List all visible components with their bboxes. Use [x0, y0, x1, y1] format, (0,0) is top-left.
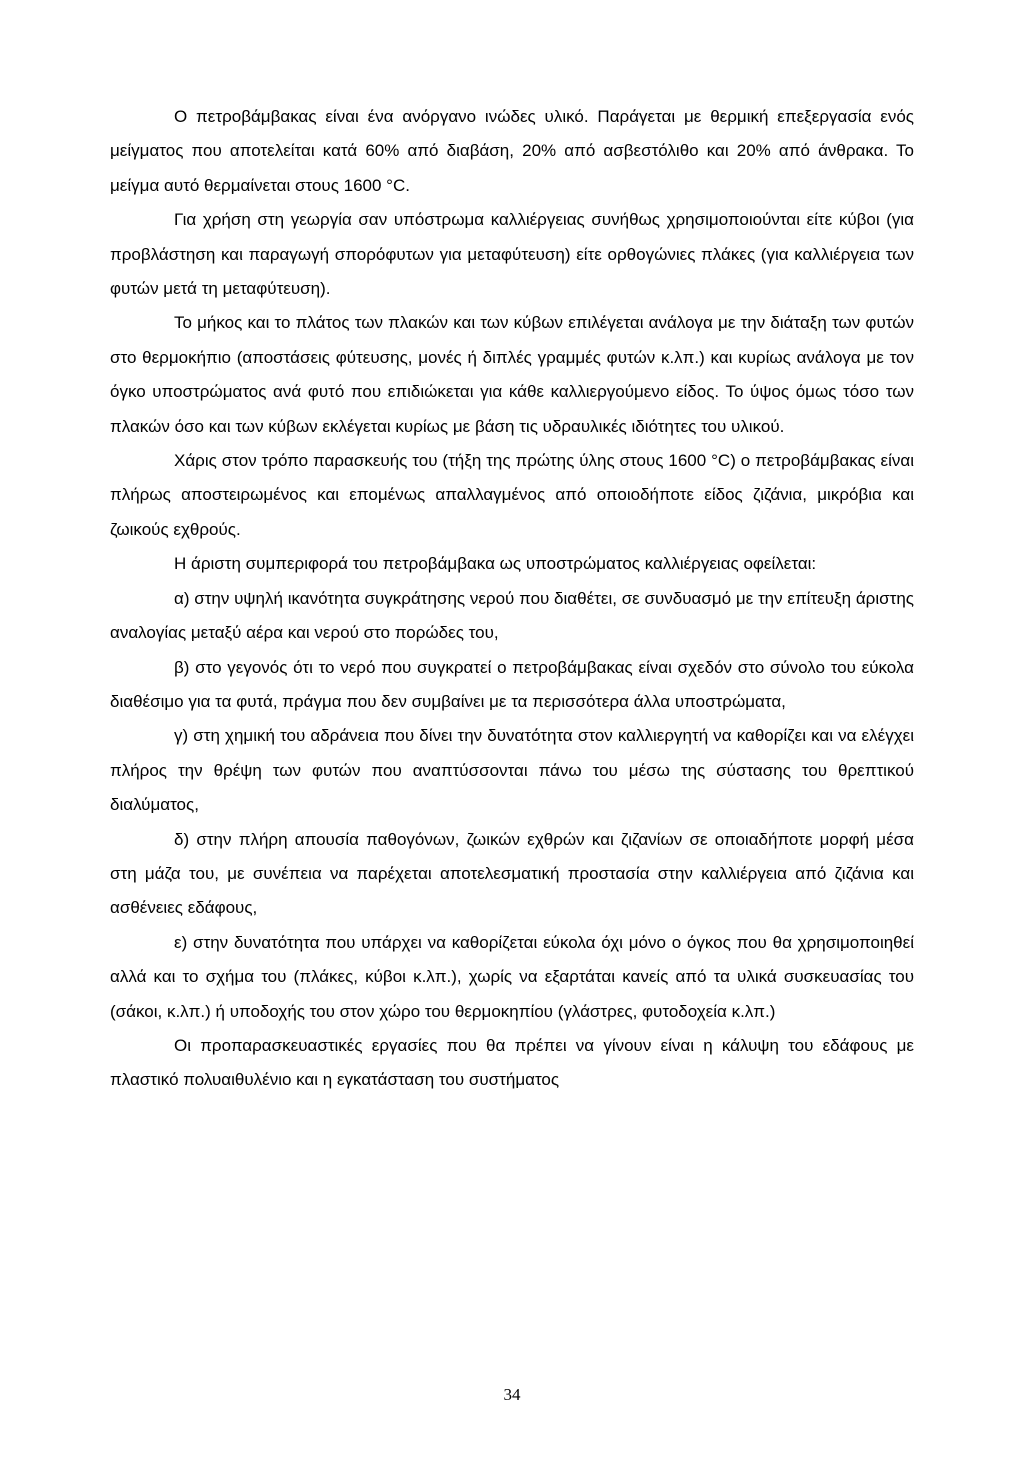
list-item-b: β) στο γεγονός ότι το νερό που συγκρατεί ο πετροβάμβακας είναι σχεδόν στο σύνολο του εύκολα διαθέσιμο για τα φυτά, πράγμα που δεν συμβαίνει με τα περισσότερα άλλα υποστρώματα,: [110, 657, 914, 711]
paragraph-usage: Για χρήση στη γεωργία σαν υπόστρωμα καλλιέργειας συνήθως χρησιμοποιούνται είτε κύβοι (για προβλάστηση και παραγωγή σπορόφυτων για μεταφύτευση) είτε ορθογώνιες πλάκες (για καλλιέργεια των φυτών μετά τη μεταφύτευση).: [110, 210, 914, 299]
list-item-d: δ) στην πλήρη απουσία παθογόνων, ζωικών εχθρών και ζιζανίων σε οποιαδήποτε μορφή μέσα στη μάζα του, με συνέπεια να παρέχεται αποτελεσματική προστασία στην καλλιέργεια από ζιζάνια και ασθένειες εδάφους,: [110, 829, 914, 918]
list-item-a: α) στην υψηλή ικανότητα συγκράτησης νερού που διαθέτει, σε συνδυασμό με την επίτευξη άριστης αναλογίας μεταξύ αέρα και νερού στο πορώδες του,: [110, 588, 914, 643]
paragraph-intro: Ο πετροβάμβακας είναι ένα ανόργανο ινώδες υλικό. Παράγεται με θερμική επεξεργασία ενός μείγματος που αποτελείται κατά 60% από διαβάση, 20% από ασβεστόλιθο και 20% από άνθρακα. Το μείγμα αυτό θερμαίνεται στους 1600 °C.: [110, 107, 914, 195]
body-text: [110, 100, 914, 1098]
list-item-e: ε) στην δυνατότητα που υπάρχει να καθορίζεται εύκολα όχι μόνο ο όγκος που θα χρησιμοποιηθεί αλλά και το σχήμα του (πλάκες, κύβοι κ.λπ.), χωρίς να εξαρτάται κανείς από τα υλικά συσκευασίας του (σάκοι, κ.λπ.) ή υποδοχής του στον χώρο του θερμοκηπίου (γλάστρες, φυτοδοχεία κ.λπ.): [110, 932, 914, 1021]
paragraph-behavior: Η άριστη συμπεριφορά του πετροβάμβακα ως υποστρώματος καλλιέργειας οφείλεται:: [174, 554, 817, 574]
paragraph-dimensions: Το μήκος και το πλάτος των πλακών και των κύβων επιλέγεται ανάλογα με την διάταξη των φυτών στο θερμοκήπιο (αποστάσεις φύτευσης, μονές ή διπλές γραμμές φυτών κ.λπ.) και κυρίως ανάλογα με τον όγκο υποστρώματος ανά φυτό που επιδιώκεται για κάθε καλλιεργούμενο είδος. Το ύψος όμως τόσο των πλακών όσο και των κύβων εκλέγεται κυρίως με βάση τις υδραυλικές ιδιότητες του υλικού.: [110, 313, 914, 436]
paragraph-sterility: Χάρις στον τρόπο παρασκευής του (τήξη της πρώτης ύλης στους 1600 °C) ο πετροβάμβακας είναι πλήρως αποστειρωμένος και επομένως απαλλαγμένος από οποιοδήποτε είδος ζιζάνια, μικρόβια και ζωικούς εχθρούς.: [110, 451, 914, 539]
page-number: 34: [503, 1385, 521, 1404]
list-item-c: γ) στη χημική του αδράνεια που δίνει την δυνατότητα στον καλλιεργητή να καθορίζει και να ελέγχει πλήρος την θρέψη των φυτών που αναπτύσσονται πάνω του μέσω της σύστασης του θρεπτικού διαλύματος,: [110, 726, 914, 815]
paragraph-preparation: Οι προπαρασκευαστικές εργασίες που θα πρέπει να γίνουν είναι η κάλυψη του εδάφους με πλαστικό πολυαιθυλένιο και η εγκατάσταση του συστήματος: [110, 1035, 914, 1090]
